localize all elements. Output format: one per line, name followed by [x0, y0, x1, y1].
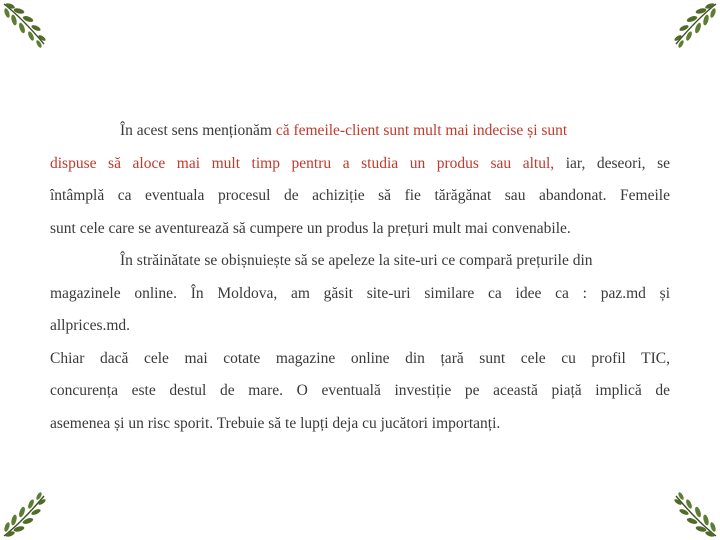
- paragraph-2-line-2: magazinele online. În Moldova, am găsit site-uri similare ca idee ca : paz.md și: [50, 284, 670, 302]
- laurel-branch-icon: [0, 484, 56, 540]
- laurel-branch-icon: [0, 0, 56, 56]
- paragraph-1-intro-text: În acest sens menționăm: [120, 122, 276, 139]
- paragraph-1-plain-text: iar, deseori, se: [554, 154, 670, 172]
- paragraph-1-line-2: [50, 148, 670, 181]
- paragraph-2-line-3: allprices.md.: [50, 317, 131, 334]
- paragraph-1-line-3: întâmplă ca eventuala procesul de achiziție să fie tărăgănat sau abandonat. Femeile: [50, 187, 670, 204]
- laurel-branch-icon: [664, 484, 720, 540]
- paragraph-3-line-2: concurența este destul de mare. O eventuală investiție pe această piață implică de: [50, 382, 670, 399]
- paragraph-1-line-4: sunt cele care se aventurează să cumpere un produs la prețuri mult mai convenabile.: [50, 219, 571, 237]
- paragraph-1-highlight-text: că femeile-client sunt mult mai indecise și sunt: [275, 122, 568, 139]
- paragraph-3-line-3: asemenea și un risc sporit. Trebuie să te lupți deja cu jucători importanți.: [50, 414, 501, 432]
- paragraph-1-line-1: [50, 115, 670, 148]
- paragraph-3-line-1: Chiar dacă cele mai cotate magazine online din țară sunt cele cu profil TIC,: [50, 349, 670, 367]
- paragraph-2-line-1: În străinătate se obișnuiește să se apeleze la site-uri ce compară prețurile din: [120, 252, 593, 269]
- paragraph-1-highlight-text-continued: dispuse să aloce mai mult timp pentru a studia un produs sau altul,: [50, 154, 555, 172]
- laurel-branch-icon: [664, 0, 720, 56]
- slide-text-body: [50, 115, 670, 440]
